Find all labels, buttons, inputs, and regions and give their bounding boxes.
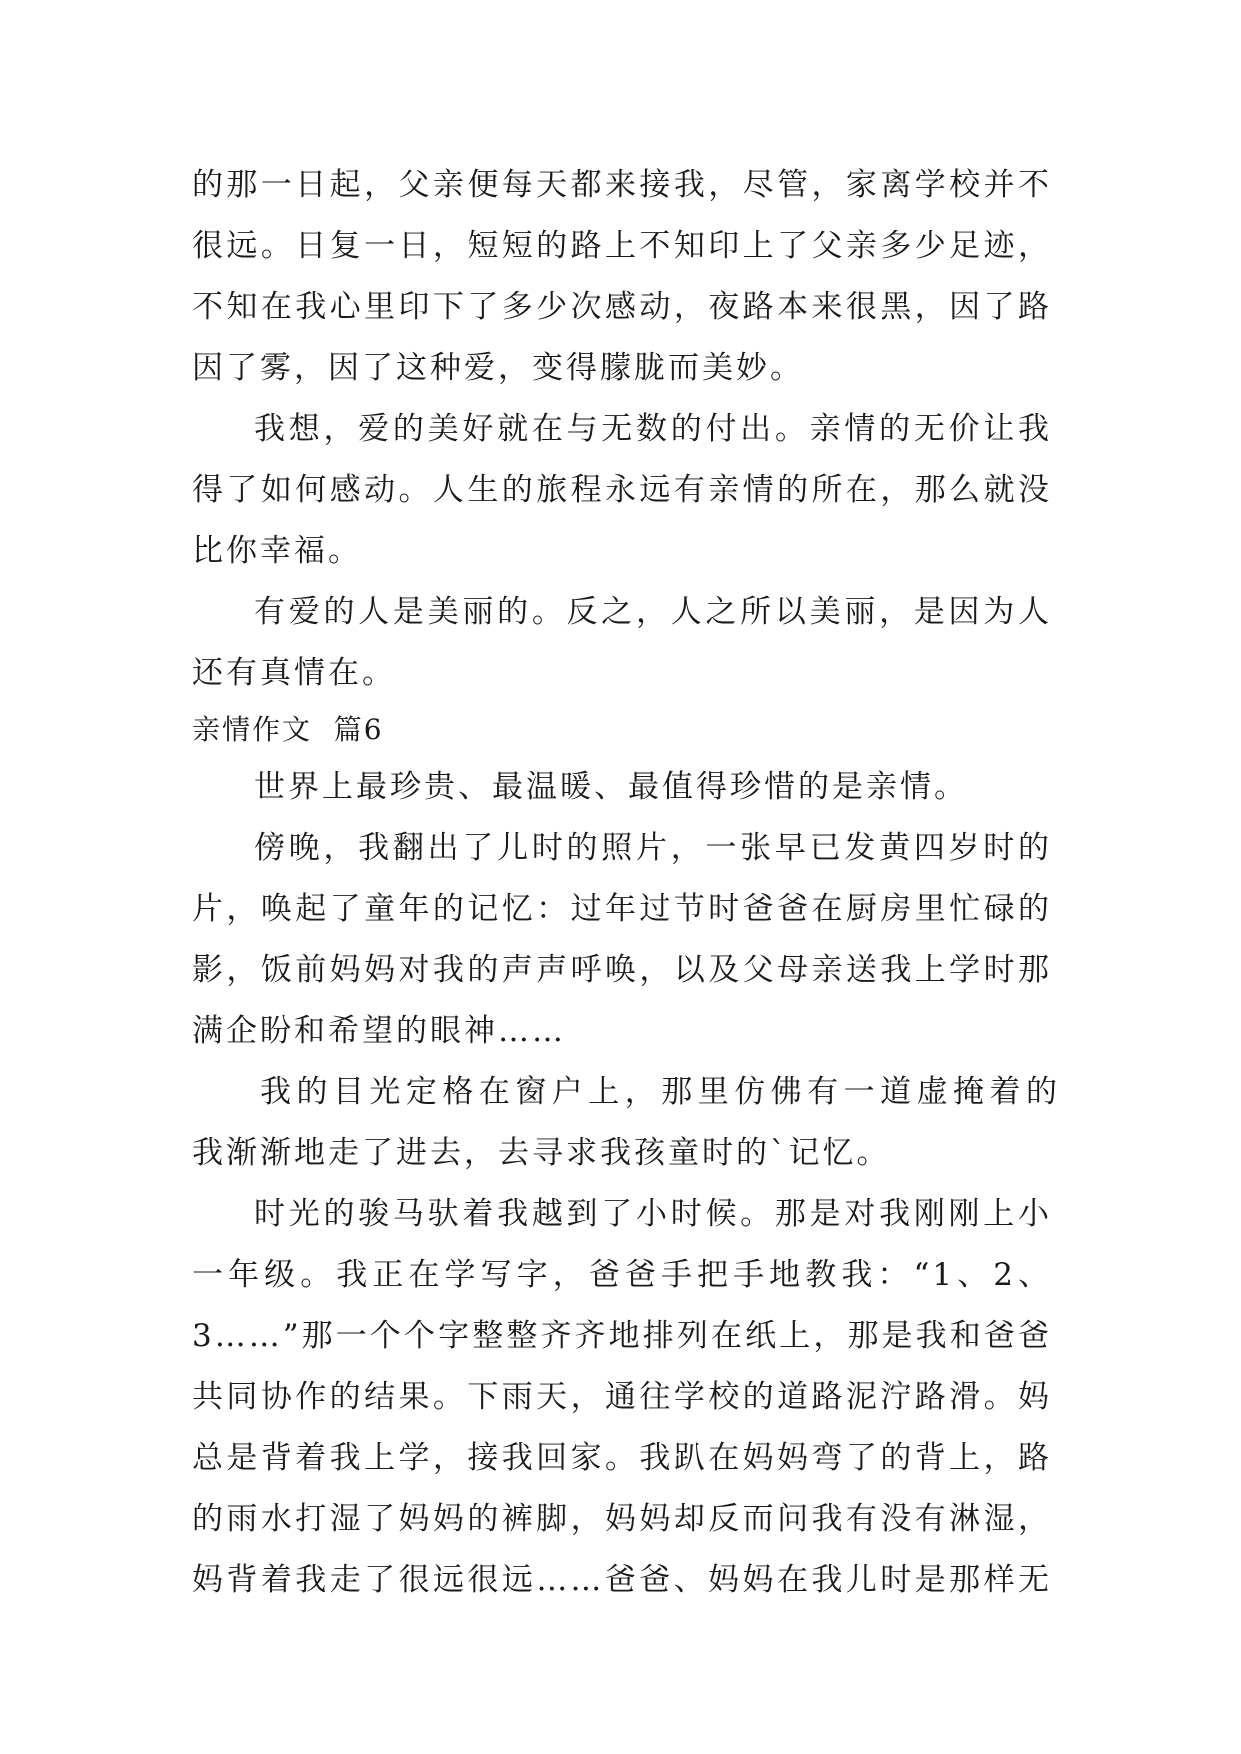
paragraph-7-line-4: 共同协作的结果。下雨天，通往学校的道路泥泞路滑。妈 — [192, 1379, 1052, 1415]
paragraph-1-line-1: 的那一日起，父亲便每天都来接我，尽管，家离学校并不 — [192, 167, 1052, 203]
paragraph-1-line-2: 很远。日复一日，短短的路上不知印上了父亲多少足迹， — [192, 228, 1052, 264]
paragraph-5-line-1: 傍晚，我翻出了儿时的照片，一张早已发黄四岁时的 — [254, 830, 1052, 866]
paragraph-2-line-1: 我想，爱的美好就在与无数的付出。亲情的无价让我 — [254, 411, 1052, 447]
paragraph-4-line-1: 世界上最珍贵、最温暖、最值得珍惜的是亲情。 — [254, 769, 968, 805]
paragraph-7-line-1: 时光的骏马驮着我越到了小时候。那是对我刚刚上小 — [254, 1196, 1052, 1232]
paragraph-3-line-1: 有爱的人是美丽的。反之，人之所以美丽，是因为人 — [254, 594, 1052, 630]
paragraph-7-line-7: 妈背着我走了很远很远……爸爸、妈妈在我儿时是那样无 — [192, 1562, 1052, 1598]
paragraph-2-line-2: 得了如何感动。人生的旅程永远有亲情的所在，那么就没 — [192, 472, 1052, 508]
paragraph-7-line-6: 的雨水打湿了妈妈的裤脚，妈妈却反而问我有没有淋湿， — [192, 1501, 1052, 1537]
paragraph-5-line-3: 影，饭前妈妈对我的声声呼唤，以及父母亲送我上学时那 — [192, 952, 1052, 988]
paragraph-6-line-1: 我的目光定格在窗户上，那里仿佛有一道虚掩着的 — [260, 1074, 1060, 1110]
paragraph-5-line-4: 满企盼和希望的眼神…… — [192, 1013, 566, 1049]
paragraph-6-line-2: 我渐渐地走了进去，去寻求我孩童时的`记忆。 — [192, 1135, 891, 1171]
paragraph-7-line-5: 总是背着我上学，接我回家。我趴在妈妈弯了的背上，路 — [192, 1440, 1052, 1476]
paragraph-5-line-2: 片，唤起了童年的记忆：过年过节时爸爸在厨房里忙碌的 — [192, 891, 1052, 927]
section-heading: 亲情作文 篇6 — [192, 713, 384, 746]
paragraph-2-line-3: 比你幸福。 — [192, 533, 362, 569]
paragraph-1-line-4: 因了雾，因了这种爱，变得朦胧而美妙。 — [192, 350, 804, 386]
paragraph-3-line-2: 还有真情在。 — [192, 655, 396, 691]
paragraph-7-line-3: 3……”那一个个字整整齐齐地排列在纸上，那是我和爸爸 — [192, 1318, 1052, 1354]
paragraph-7-line-2: 一年级。我正在学写字，爸爸手把手地教我：“1、2、 — [192, 1257, 1052, 1293]
paragraph-1-line-3: 不知在我心里印下了多少次感动，夜路本来很黑，因了路 — [192, 289, 1052, 325]
